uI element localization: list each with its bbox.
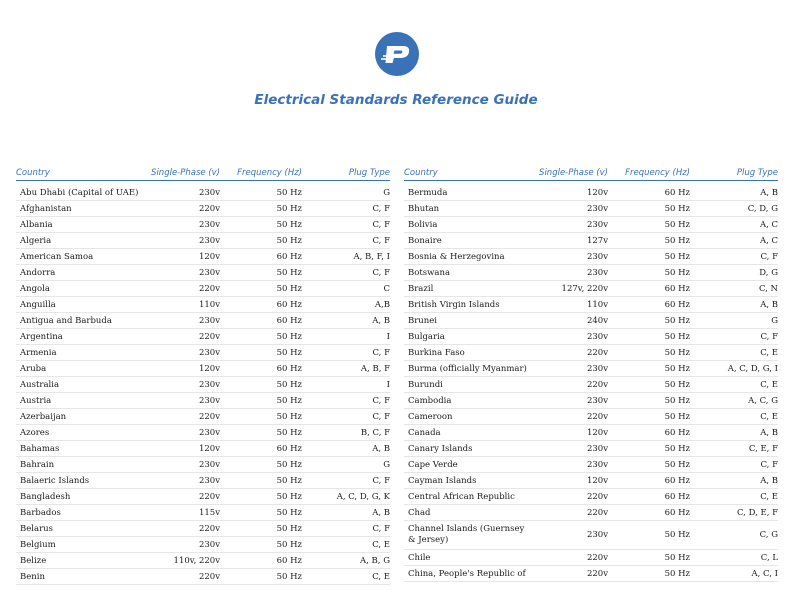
cell-single-phase: 110v: [534, 297, 608, 313]
cell-frequency: 60 Hz: [220, 553, 302, 569]
cell-country: Chile: [404, 550, 534, 566]
cell-single-phase: 230v: [146, 457, 220, 473]
cell-country: Bosnia & Herzegovina: [404, 249, 534, 265]
cell-frequency: 50 Hz: [220, 217, 302, 233]
cell-plug-type: G: [302, 181, 390, 201]
cell-single-phase: 120v: [534, 181, 608, 201]
cell-plug-type: C, F: [302, 217, 390, 233]
cell-single-phase: 230v: [534, 521, 608, 550]
table-row: [404, 217, 778, 233]
cell-frequency: 50 Hz: [220, 181, 302, 201]
cell-country: American Samoa: [16, 249, 146, 265]
cell-plug-type: C, E: [690, 377, 778, 393]
cell-single-phase: 220v: [146, 201, 220, 217]
cell-country: Canada: [404, 425, 534, 441]
table-row: [404, 566, 778, 582]
cell-country: Bangladesh: [16, 489, 146, 505]
cell-country: Burma (officially Myanmar): [404, 361, 534, 377]
header-single-phase: Single-Phase (v): [146, 165, 220, 181]
cell-frequency: 50 Hz: [608, 233, 690, 249]
cell-country: Brazil: [404, 281, 534, 297]
cell-single-phase: 120v: [146, 441, 220, 457]
cell-country: Belize: [16, 553, 146, 569]
cell-frequency: 60 Hz: [608, 281, 690, 297]
cell-plug-type: C, E: [302, 537, 390, 553]
left-standards-table: [16, 165, 390, 585]
cell-plug-type: C, F: [302, 393, 390, 409]
page-title: Electrical Standards Reference Guide: [254, 92, 538, 108]
cell-plug-type: A, B, F: [302, 361, 390, 377]
header-country: Country: [404, 165, 534, 181]
table-row: [404, 345, 778, 361]
cell-frequency: 60 Hz: [608, 473, 690, 489]
cell-plug-type: A, B: [690, 473, 778, 489]
cell-plug-type: C, E: [690, 345, 778, 361]
cell-frequency: 50 Hz: [220, 281, 302, 297]
cell-single-phase: 220v: [146, 569, 220, 585]
cell-country: Albania: [16, 217, 146, 233]
cell-single-phase: 230v: [534, 201, 608, 217]
cell-country: Balaeric Islands: [16, 473, 146, 489]
cell-single-phase: 230v: [146, 233, 220, 249]
cell-single-phase: 230v: [146, 377, 220, 393]
cell-plug-type: C, F: [690, 249, 778, 265]
header-single-phase: Single-Phase (v): [534, 165, 608, 181]
cell-country: Aruba: [16, 361, 146, 377]
cell-country: Bermuda: [404, 181, 534, 201]
table-row: [404, 473, 778, 489]
cell-country: Azerbaijan: [16, 409, 146, 425]
cell-frequency: 50 Hz: [220, 489, 302, 505]
cell-frequency: 50 Hz: [220, 425, 302, 441]
cell-single-phase: 220v: [534, 566, 608, 582]
cell-frequency: 60 Hz: [220, 297, 302, 313]
table-row: [404, 425, 778, 441]
cell-frequency: 50 Hz: [608, 393, 690, 409]
cell-single-phase: 220v: [146, 521, 220, 537]
cell-single-phase: 230v: [146, 473, 220, 489]
cell-country: Botswana: [404, 265, 534, 281]
cell-frequency: 50 Hz: [220, 329, 302, 345]
cell-country: Anguilla: [16, 297, 146, 313]
cell-country: British Virgin Islands: [404, 297, 534, 313]
cell-single-phase: 120v: [146, 361, 220, 377]
cell-single-phase: 230v: [146, 181, 220, 201]
cell-single-phase: 127v: [534, 233, 608, 249]
cell-frequency: 50 Hz: [220, 265, 302, 281]
table-row: [16, 553, 390, 569]
cell-plug-type: C, F: [690, 457, 778, 473]
table-row: [404, 409, 778, 425]
cell-frequency: 60 Hz: [608, 181, 690, 201]
cell-single-phase: 230v: [146, 217, 220, 233]
cell-plug-type: A, B, F, I: [302, 249, 390, 265]
right-standards-table: [404, 165, 778, 582]
cell-country: Burkina Faso: [404, 345, 534, 361]
cell-single-phase: 120v: [534, 473, 608, 489]
table-row: [404, 521, 778, 550]
cell-plug-type: A, B: [302, 313, 390, 329]
cell-frequency: 60 Hz: [608, 489, 690, 505]
cell-frequency: 60 Hz: [608, 425, 690, 441]
table-row: [16, 181, 390, 201]
cell-frequency: 50 Hz: [220, 377, 302, 393]
cell-country: Cameroon: [404, 409, 534, 425]
cell-plug-type: C, D, E, F: [690, 505, 778, 521]
table-row: [404, 297, 778, 313]
header-plug-type: Plug Type: [302, 165, 390, 181]
cell-country: Chad: [404, 505, 534, 521]
cell-plug-type: C, E: [690, 409, 778, 425]
header-country: Country: [16, 165, 146, 181]
header-frequency: Frequency (Hz): [220, 165, 302, 181]
cell-frequency: 50 Hz: [220, 473, 302, 489]
cell-single-phase: 110v: [146, 297, 220, 313]
cell-frequency: 50 Hz: [608, 265, 690, 281]
cell-plug-type: C, F: [690, 329, 778, 345]
table-row: [16, 537, 390, 553]
cell-single-phase: 220v: [146, 409, 220, 425]
table-row: [404, 393, 778, 409]
cell-plug-type: A, B: [690, 425, 778, 441]
table-row: [16, 377, 390, 393]
cell-single-phase: 230v: [534, 329, 608, 345]
table-row: [16, 297, 390, 313]
table-row: [404, 329, 778, 345]
cell-frequency: 50 Hz: [220, 537, 302, 553]
cell-single-phase: 220v: [534, 489, 608, 505]
table-row: [404, 201, 778, 217]
cell-frequency: 50 Hz: [220, 457, 302, 473]
cell-country: Brunei: [404, 313, 534, 329]
cell-single-phase: 220v: [534, 505, 608, 521]
table-row: [16, 281, 390, 297]
table-row: [404, 441, 778, 457]
cell-plug-type: A, B: [302, 441, 390, 457]
table-header-row: [16, 165, 390, 181]
left-table-body: [16, 181, 390, 585]
table-row: [16, 329, 390, 345]
cell-frequency: 60 Hz: [220, 249, 302, 265]
cell-country: Cayman Islands: [404, 473, 534, 489]
cell-country: Central African Republic: [404, 489, 534, 505]
cell-single-phase: 230v: [146, 345, 220, 361]
cell-frequency: 50 Hz: [220, 409, 302, 425]
header-plug-type: Plug Type: [690, 165, 778, 181]
cell-country: Abu Dhabi (Capital of UAE): [16, 181, 146, 201]
table-row: [16, 505, 390, 521]
cell-plug-type: A, C: [690, 233, 778, 249]
right-table-body: [404, 181, 778, 582]
cell-single-phase: 220v: [534, 377, 608, 393]
cell-frequency: 60 Hz: [220, 361, 302, 377]
table-row: [404, 281, 778, 297]
cell-plug-type: C, E: [690, 489, 778, 505]
table-row: [16, 393, 390, 409]
cell-plug-type: G: [690, 313, 778, 329]
table-row: [404, 249, 778, 265]
cell-country: Andorra: [16, 265, 146, 281]
cell-frequency: 60 Hz: [220, 313, 302, 329]
brand-p-logo-icon: [375, 32, 419, 76]
cell-single-phase: 220v: [534, 550, 608, 566]
cell-plug-type: C, F: [302, 409, 390, 425]
cell-plug-type: C, F: [302, 473, 390, 489]
cell-country: Azores: [16, 425, 146, 441]
table-row: [16, 409, 390, 425]
table-row: [404, 233, 778, 249]
table-row: [16, 313, 390, 329]
cell-single-phase: 230v: [534, 361, 608, 377]
cell-country: Algeria: [16, 233, 146, 249]
cell-plug-type: C, E, F: [690, 441, 778, 457]
cell-country: Argentina: [16, 329, 146, 345]
cell-single-phase: 230v: [534, 441, 608, 457]
cell-plug-type: C, D, G: [690, 201, 778, 217]
table-row: [404, 489, 778, 505]
cell-frequency: 50 Hz: [220, 233, 302, 249]
cell-frequency: 50 Hz: [608, 377, 690, 393]
cell-country: Afghanistan: [16, 201, 146, 217]
table-row: [404, 377, 778, 393]
table-row: [16, 569, 390, 585]
table-row: [404, 457, 778, 473]
cell-country: Angola: [16, 281, 146, 297]
cell-frequency: 50 Hz: [608, 361, 690, 377]
cell-frequency: 50 Hz: [608, 249, 690, 265]
cell-country: Barbados: [16, 505, 146, 521]
cell-country: Antigua and Barbuda: [16, 313, 146, 329]
table-row: [16, 201, 390, 217]
cell-plug-type: C: [302, 281, 390, 297]
cell-single-phase: 230v: [534, 457, 608, 473]
cell-country: Cape Verde: [404, 457, 534, 473]
cell-frequency: 50 Hz: [608, 201, 690, 217]
cell-frequency: 50 Hz: [220, 569, 302, 585]
cell-frequency: 50 Hz: [608, 550, 690, 566]
cell-country: Bonaire: [404, 233, 534, 249]
cell-country: Burundi: [404, 377, 534, 393]
cell-country: Belarus: [16, 521, 146, 537]
table-row: [404, 265, 778, 281]
cell-frequency: 50 Hz: [220, 393, 302, 409]
cell-single-phase: 115v: [146, 505, 220, 521]
cell-single-phase: 230v: [146, 265, 220, 281]
cell-single-phase: 220v: [534, 409, 608, 425]
cell-country: Bahamas: [16, 441, 146, 457]
table-row: [16, 457, 390, 473]
table-row: [16, 473, 390, 489]
cell-plug-type: A, C, D, G, K: [302, 489, 390, 505]
cell-country: Canary Islands: [404, 441, 534, 457]
cell-country: Benin: [16, 569, 146, 585]
cell-single-phase: 230v: [534, 393, 608, 409]
cell-frequency: 50 Hz: [608, 566, 690, 582]
cell-single-phase: 230v: [146, 393, 220, 409]
cell-frequency: 50 Hz: [608, 409, 690, 425]
table-row: [16, 345, 390, 361]
cell-frequency: 50 Hz: [220, 201, 302, 217]
cell-plug-type: C, F: [302, 521, 390, 537]
cell-plug-type: A, C, D, G, I: [690, 361, 778, 377]
cell-country: Bahrain: [16, 457, 146, 473]
cell-plug-type: C, F: [302, 201, 390, 217]
cell-frequency: 50 Hz: [608, 457, 690, 473]
table-row: [16, 425, 390, 441]
cell-frequency: 60 Hz: [220, 441, 302, 457]
cell-country: Bulgaria: [404, 329, 534, 345]
cell-single-phase: 110v, 220v: [146, 553, 220, 569]
table-row: [16, 233, 390, 249]
cell-frequency: 60 Hz: [608, 297, 690, 313]
cell-single-phase: 120v: [534, 425, 608, 441]
cell-single-phase: 240v: [534, 313, 608, 329]
cell-plug-type: C, F: [302, 265, 390, 281]
table-row: [404, 181, 778, 201]
cell-plug-type: A, C, G: [690, 393, 778, 409]
table-row: [16, 441, 390, 457]
cell-frequency: 50 Hz: [608, 329, 690, 345]
cell-plug-type: A, B: [690, 181, 778, 201]
table-row: [16, 489, 390, 505]
cell-frequency: 50 Hz: [608, 441, 690, 457]
cell-country: Australia: [16, 377, 146, 393]
cell-plug-type: I: [302, 377, 390, 393]
cell-plug-type: C, F: [302, 345, 390, 361]
cell-plug-type: A, B: [302, 505, 390, 521]
cell-country: Bolivia: [404, 217, 534, 233]
table-row: [16, 217, 390, 233]
cell-single-phase: 120v: [146, 249, 220, 265]
cell-single-phase: 230v: [534, 217, 608, 233]
cell-country: Austria: [16, 393, 146, 409]
cell-plug-type: C, L: [690, 550, 778, 566]
table-row: [16, 249, 390, 265]
cell-single-phase: 220v: [146, 489, 220, 505]
cell-plug-type: A,B: [302, 297, 390, 313]
cell-plug-type: A, B, G: [302, 553, 390, 569]
cell-country: Channel Islands (Guernsey & Jersey): [404, 521, 534, 550]
cell-plug-type: C, G: [690, 521, 778, 550]
cell-plug-type: A, C, I: [690, 566, 778, 582]
cell-plug-type: C, F: [302, 233, 390, 249]
table-row: [404, 550, 778, 566]
cell-frequency: 60 Hz: [608, 505, 690, 521]
cell-frequency: 50 Hz: [608, 217, 690, 233]
cell-frequency: 50 Hz: [608, 521, 690, 550]
cell-plug-type: A, C: [690, 217, 778, 233]
cell-single-phase: 230v: [534, 265, 608, 281]
cell-single-phase: 230v: [534, 249, 608, 265]
cell-country: Bhutan: [404, 201, 534, 217]
table-row: [404, 361, 778, 377]
header-frequency: Frequency (Hz): [608, 165, 690, 181]
table-row: [404, 313, 778, 329]
cell-frequency: 50 Hz: [220, 345, 302, 361]
cell-single-phase: 220v: [146, 329, 220, 345]
cell-frequency: 50 Hz: [220, 505, 302, 521]
table-header-row: [404, 165, 778, 181]
table-row: [16, 521, 390, 537]
cell-country: Armenia: [16, 345, 146, 361]
cell-plug-type: B, C, F: [302, 425, 390, 441]
cell-frequency: 50 Hz: [608, 345, 690, 361]
cell-plug-type: C, N: [690, 281, 778, 297]
table-row: [404, 505, 778, 521]
cell-single-phase: 220v: [534, 345, 608, 361]
cell-plug-type: D, G: [690, 265, 778, 281]
cell-single-phase: 230v: [146, 313, 220, 329]
cell-plug-type: A, B: [690, 297, 778, 313]
cell-frequency: 50 Hz: [608, 313, 690, 329]
cell-frequency: 50 Hz: [220, 521, 302, 537]
cell-single-phase: 230v: [146, 425, 220, 441]
cell-single-phase: 220v: [146, 281, 220, 297]
cell-plug-type: C, E: [302, 569, 390, 585]
cell-single-phase: 230v: [146, 537, 220, 553]
cell-country: Belgium: [16, 537, 146, 553]
cell-single-phase: 127v, 220v: [534, 281, 608, 297]
cell-country: China, People's Republic of: [404, 566, 534, 582]
cell-plug-type: G: [302, 457, 390, 473]
cell-country: Cambodia: [404, 393, 534, 409]
table-row: [16, 361, 390, 377]
table-row: [16, 265, 390, 281]
cell-plug-type: I: [302, 329, 390, 345]
